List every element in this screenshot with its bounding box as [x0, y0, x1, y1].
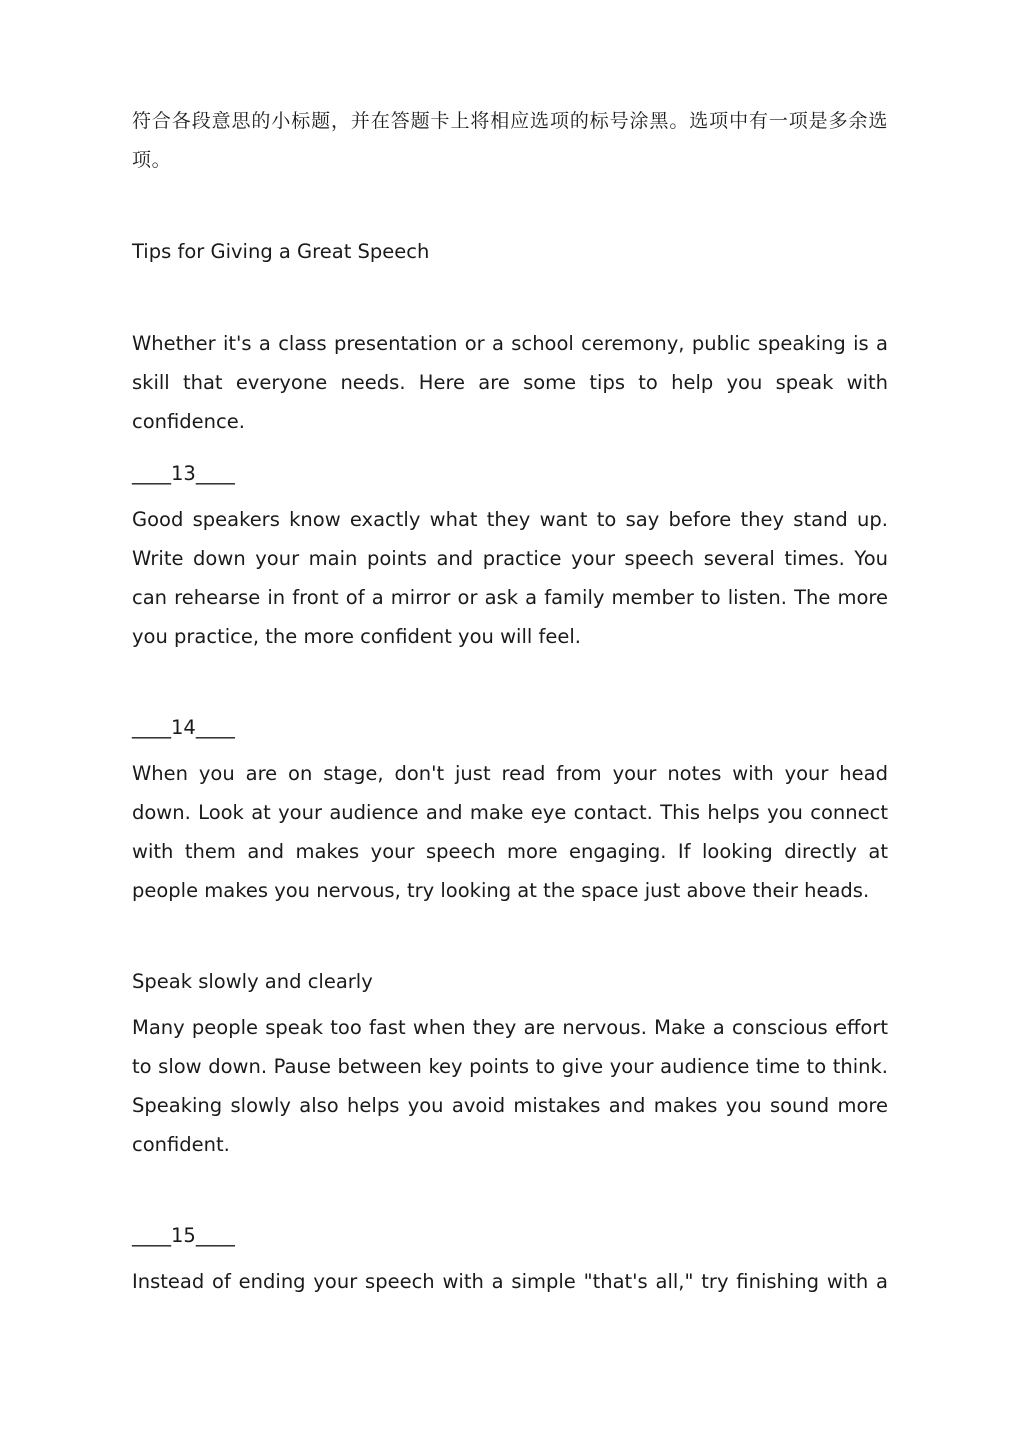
- section-heading-14: ____14____: [132, 716, 235, 739]
- section-body-13: Good speakers know exactly what they want to say before they stand up. Write down your main points and practice your speech several times. You can rehearse in front of a mirror or ask a family member to listen. The more you practice, the more confident you will feel.: [132, 508, 888, 648]
- section-body-speak-slowly: Many people speak too fast when they are nervous. Make a conscious effort to slow down. Pause between key points to give your audience time to think. Speaking slowly also helps you avoid mistakes and makes you sound more confident.: [132, 1016, 888, 1156]
- section-heading-13: ____13____: [132, 462, 235, 485]
- section-body-15: Instead of ending your speech with a simple "that's all," try finishing with a: [132, 1270, 888, 1293]
- section-body-14: When you are on stage, don't just read from your notes with your head down. Look at your audience and make eye contact. This helps you connect with them and makes your speech more engaging. If looking directly at people makes you nervous, try looking at the space just above their heads.: [132, 762, 888, 902]
- article-title: Tips for Giving a Great Speech: [132, 240, 430, 263]
- instructions-text: 符合各段意思的小标题，并在答题卡上将相应选项的标号涂黑。选项中有一项是多余选项。: [132, 110, 888, 171]
- section-heading-speak-slowly: Speak slowly and clearly: [132, 970, 373, 993]
- intro-paragraph: Whether it's a class presentation or a school ceremony, public speaking is a skill that everyone needs. Here are some tips to help you speak with confidence.: [132, 332, 888, 433]
- section-heading-15: ____15____: [132, 1224, 235, 1247]
